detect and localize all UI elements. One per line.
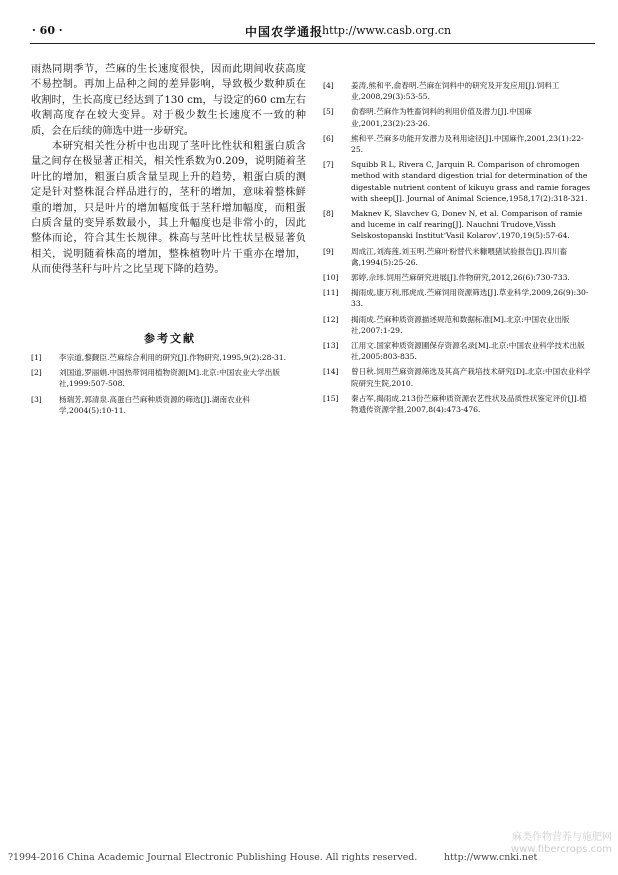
reference-number: [10]	[323, 273, 339, 283]
cnki-url[interactable]: http://www.cnki.net	[444, 852, 538, 863]
reference-number: [6]	[323, 133, 334, 143]
reference-list-left	[31, 352, 293, 420]
references-heading: 参考文献	[144, 332, 196, 345]
reference-number: [12]	[323, 314, 339, 324]
reference-text: 李宗道,黎觐臣.苎麻综合利用的研究[J].作物研究,1995,9(2):28-31.	[59, 353, 287, 362]
watermark-line: www.fibercrops.com	[510, 844, 612, 855]
reference-item	[323, 159, 593, 204]
reference-text: 揭雨成,康万利,邢虎成.苎麻饲用资源筛选[J].草业科学,2009,26(9):30-33.	[351, 288, 589, 309]
reference-item	[323, 208, 593, 242]
reference-item	[323, 106, 593, 128]
reference-number: [8]	[323, 209, 334, 219]
reference-text: 郭婷,佘玮.饲用苎麻研究进展[J].作物研究,2012,26(6):730-733.	[351, 273, 570, 283]
body-paragraph: 雨热同期季节，苎麻的生长速度很快，因而此期间收获高度不易控制。再加上品种之间的差异影响，导致极少数种质在收割时，生长高度已经达到了130 cm，与设定的60 cm左右收割高度存在较大变异。对于极少数生长速度不一致的种质，会在后续的筛选中进一步研究。	[31, 64, 306, 137]
page-header	[30, 24, 595, 40]
reference-item	[323, 340, 593, 362]
reference-item	[323, 366, 593, 388]
reference-list-right	[323, 80, 593, 419]
reference-item	[323, 314, 593, 336]
reference-text: 刘国道,罗丽娟.中国热带饲用植物资源[M].北京:中国农业大学出版社,1999:507-508.	[59, 368, 280, 389]
reference-item	[323, 246, 593, 268]
reference-text: 杨瑞芳,郭清泉.高蛋白苎麻种质资源的筛选[J].湖南农业科学,2004(5):10-11.	[59, 394, 250, 415]
reference-number: [11]	[323, 288, 339, 298]
reference-number: [15]	[323, 393, 339, 403]
reference-item	[323, 133, 593, 155]
reference-text: 江用文.国家种质资源圃保存资源名录[M].北京:中国农业科学技术出版社,2005:803-835.	[351, 341, 585, 362]
reference-text: Squibb R L, Rivera C, Jarquin R. Comparison of chromogen method with standard digestion trial for determination of the digestable nutrient content of kikuyu grass and ramie forages with sheep[J]. Journal of Animal Science,1958,17(2):318-321.	[351, 160, 590, 203]
reference-item	[31, 394, 293, 416]
reference-item	[323, 80, 593, 102]
reference-text: 周成江,刘海莲,刘玉明.苎麻叶粉替代米糠喂猪试验报告[J].四川畜禽,1994(5):25-26.	[351, 246, 568, 267]
copyright-notice: ?1994-2016 China Academic Journal Electronic Publishing House. All rights reserved.	[8, 852, 418, 863]
page-number: · 60 ·	[32, 24, 63, 37]
reference-number: [14]	[323, 367, 339, 377]
reference-text: 曾日秋.饲用苎麻资源筛选及其高产栽培技术研究[D].北京:中国农业科学院研究生院,2010.	[351, 367, 591, 388]
reference-number: [5]	[323, 107, 334, 117]
reference-text: 姜涛,熊和平,俞春明.苎麻在饲料中的研究及开发应用[J].饲料工业,2008,29(3):53-55.	[351, 81, 560, 102]
reference-text: 熊和平.苎麻多功能开发潜力及利用途径[J].中国麻作,2001,23(1):22-25.	[351, 133, 584, 155]
reference-item	[323, 393, 593, 415]
reference-item	[31, 352, 293, 363]
header-rule	[30, 43, 595, 44]
journal-title: 中国农学通报	[245, 25, 324, 39]
reference-text: 揭雨成.苎麻种质资源描述规范和数据标准[M].北京:中国农业出版社,2007:1-29.	[351, 314, 570, 335]
body-text-column	[31, 62, 306, 278]
site-watermark	[500, 832, 612, 856]
reference-number: [4]	[323, 81, 334, 90]
reference-number: [3]	[31, 394, 42, 404]
watermark-line: 麻类作物营养与施肥网	[512, 832, 612, 843]
reference-number: [9]	[323, 246, 334, 256]
reference-item	[31, 367, 293, 389]
reference-text: 秦占军,揭雨成.213份苎麻种质资源农艺性状及品质性状鉴定评价[J].植物遗传资源学报,2007,8(4):473-476.	[351, 393, 587, 415]
reference-text: Maknev K, Slavchev G, Donev N, et al. Comparison of ramie and luceme in calf rearing[J]. Nauchni Trudove,Vissh Selskostopanski Institut‘Vasil Kolarov’,1970,19(5):57-64.	[351, 209, 583, 241]
reference-item	[323, 287, 593, 309]
reference-number: [7]	[323, 160, 334, 170]
body-paragraph: 本研究相关性分析中也出现了茎叶比性状和粗蛋白质含量之间存在极显著正相关，相关性系数为0.209，说明随着茎叶比的增加，粗蛋白质含量呈现上升的趋势，粗蛋白质的测定是针对整株混合样品进行的，茎秆的增加，意味着整株鲜重的增加，只是叶片的增加幅度低于茎秆增加幅度，而粗蛋白质含量的变异系数最小，其上升幅度也是非常小的，因此整体而论，符合其生长规律。株高与茎叶比性状呈极显著负相关，说明随着株高的增加，整株植物叶片干重亦在增加，从而使得茎秆与叶片之比呈现下降的趋势。	[31, 141, 306, 276]
journal-url[interactable]: http://www.casb.org.cn	[322, 24, 452, 37]
reference-number: [1]	[31, 353, 42, 362]
reference-number: [2]	[31, 368, 42, 378]
reference-number: [13]	[323, 341, 339, 351]
reference-item	[323, 272, 593, 283]
reference-text: 俞春明.苎麻作为牲畜饲料的利用价值及潜力[J].中国麻业,2001,23(2):23-26.	[351, 107, 532, 128]
